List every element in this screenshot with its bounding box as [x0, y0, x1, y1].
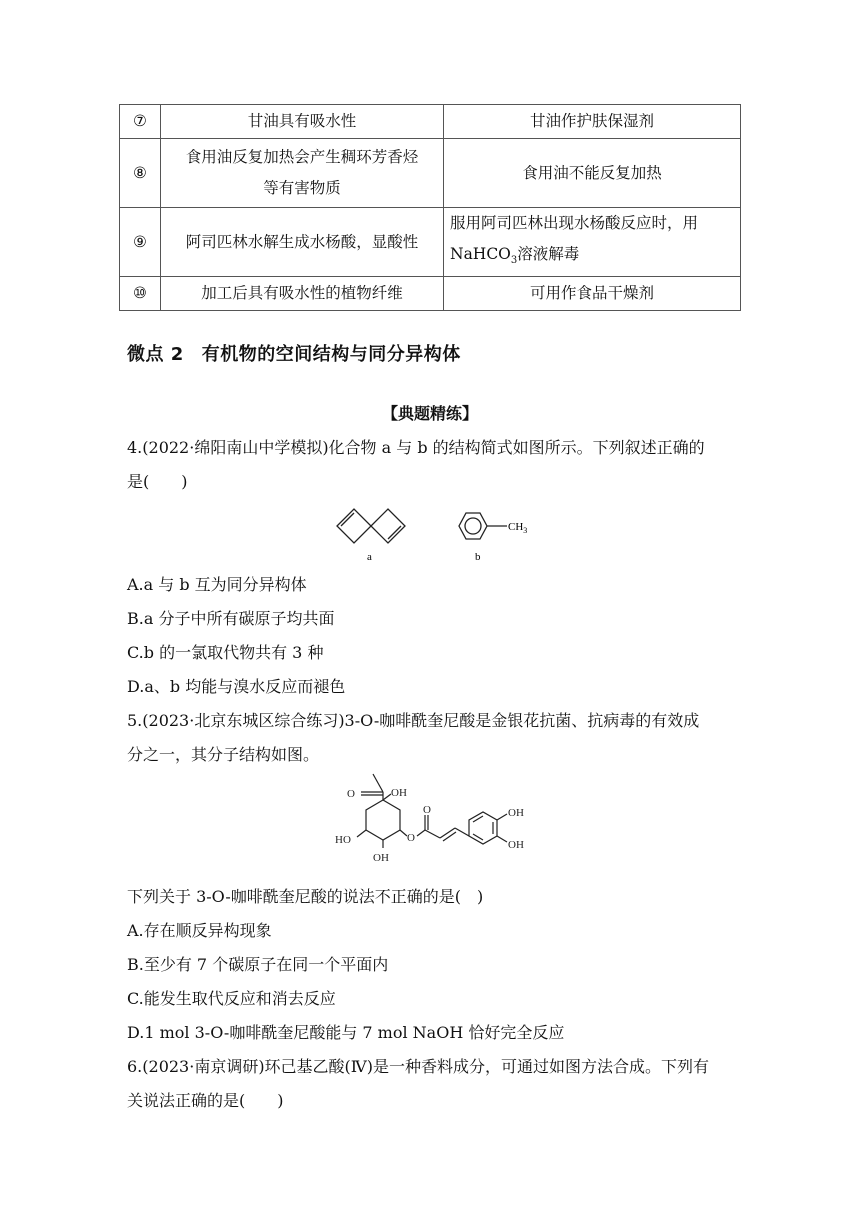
section-heading [127, 340, 461, 366]
option-c: C.能发生取代反应和消去反应 [127, 989, 336, 1008]
property-use-table [119, 104, 741, 311]
table-row [120, 105, 741, 139]
compounds-a-b-structures [320, 500, 540, 568]
use-line: 服用阿司匹林出现水杨酸反应时，用 [450, 214, 699, 232]
atom-o: O [407, 832, 415, 844]
table-row [120, 208, 741, 277]
q5-stem: 分之一，其分子结构如图。 [127, 745, 320, 764]
option-b: B.a 分子中所有碳原子均共面 [127, 609, 335, 628]
use-line [450, 239, 734, 276]
row-number: ⑨ [120, 208, 161, 277]
option-a: A.a 与 b 互为同分异构体 [127, 575, 307, 594]
section-label: 微点 2 [127, 344, 184, 365]
atom-o: O [347, 788, 355, 800]
q4-stem: 4.(2022·绵阳南山中学模拟)化合物 a 与 b 的结构简式如图所示。下列叙述正确的 [127, 438, 705, 457]
caffeoylquinic-acid-structure [325, 770, 540, 876]
property-cell [161, 139, 444, 208]
property-cell: 甘油具有吸水性 [161, 105, 444, 139]
atom-oh: OH [508, 839, 524, 851]
use-text: 溶液解毒 [517, 245, 580, 263]
ch3-label: $CH_3$ [508, 521, 528, 535]
option-a: A.存在顺反异构现象 [127, 921, 272, 940]
use-cell: 可用作食品干燥剂 [444, 277, 741, 311]
property-cell: 加工后具有吸水性的植物纤维 [161, 277, 444, 311]
property-line: 食用油反复加热会产生稠环芳香烃 [185, 148, 419, 166]
q5-stem: 5.(2023·北京东城区综合练习)3-O-咖啡酰奎尼酸是金银花抗菌、抗病毒的有效成 [127, 711, 700, 730]
section-title: 有机物的空间结构与同分异构体 [201, 344, 461, 365]
atom-oh: OH [373, 852, 389, 864]
toluene-structure [459, 513, 507, 539]
use-cell: 甘油作护肤保湿剂 [444, 105, 741, 139]
formula: NaHCO [450, 245, 511, 263]
row-number: ⑩ [120, 277, 161, 311]
q4-stem: 是( ) [127, 472, 188, 491]
property-cell: 阿司匹林水解生成水杨酸，显酸性 [161, 208, 444, 277]
spiro-diene-structure [337, 509, 405, 543]
subheading: 【典题精练】 [381, 404, 478, 423]
row-number: ⑧ [120, 139, 161, 208]
option-d: D.a、b 均能与溴水反应而褪色 [127, 677, 346, 696]
option-d: D.1 mol 3-O-咖啡酰奎尼酸能与 7 mol NaOH 恰好完全反应 [127, 1023, 565, 1042]
property-line: 等有害物质 [263, 179, 341, 197]
option-b: B.至少有 7 个碳原子在同一个平面内 [127, 955, 389, 974]
atom-o: O [423, 804, 431, 816]
label-a: a [367, 551, 372, 563]
table-row [120, 139, 741, 208]
use-cell: 食用油不能反复加热 [444, 139, 741, 208]
atom-ho: HO [335, 834, 351, 846]
row-number: ⑦ [120, 105, 161, 139]
atom-oh: OH [391, 787, 407, 799]
structure-labels [335, 787, 524, 864]
formula-subscript: 3 [510, 255, 518, 267]
option-c: C.b 的一氯取代物共有 3 种 [127, 643, 324, 662]
q6-stem: 6.(2023·南京调研)环己基乙酸(Ⅳ)是一种香料成分，可通过如图方法合成。下列有 [127, 1057, 710, 1076]
q5-ask: 下列关于 3-O-咖啡酰奎尼酸的说法不正确的是( ) [127, 887, 484, 906]
q6-stem: 关说法正确的是( ) [127, 1091, 284, 1110]
structure-bonds [357, 774, 507, 848]
use-cell [444, 208, 741, 277]
atom-oh: OH [508, 807, 524, 819]
table-row [120, 277, 741, 311]
label-b: b [475, 551, 481, 563]
